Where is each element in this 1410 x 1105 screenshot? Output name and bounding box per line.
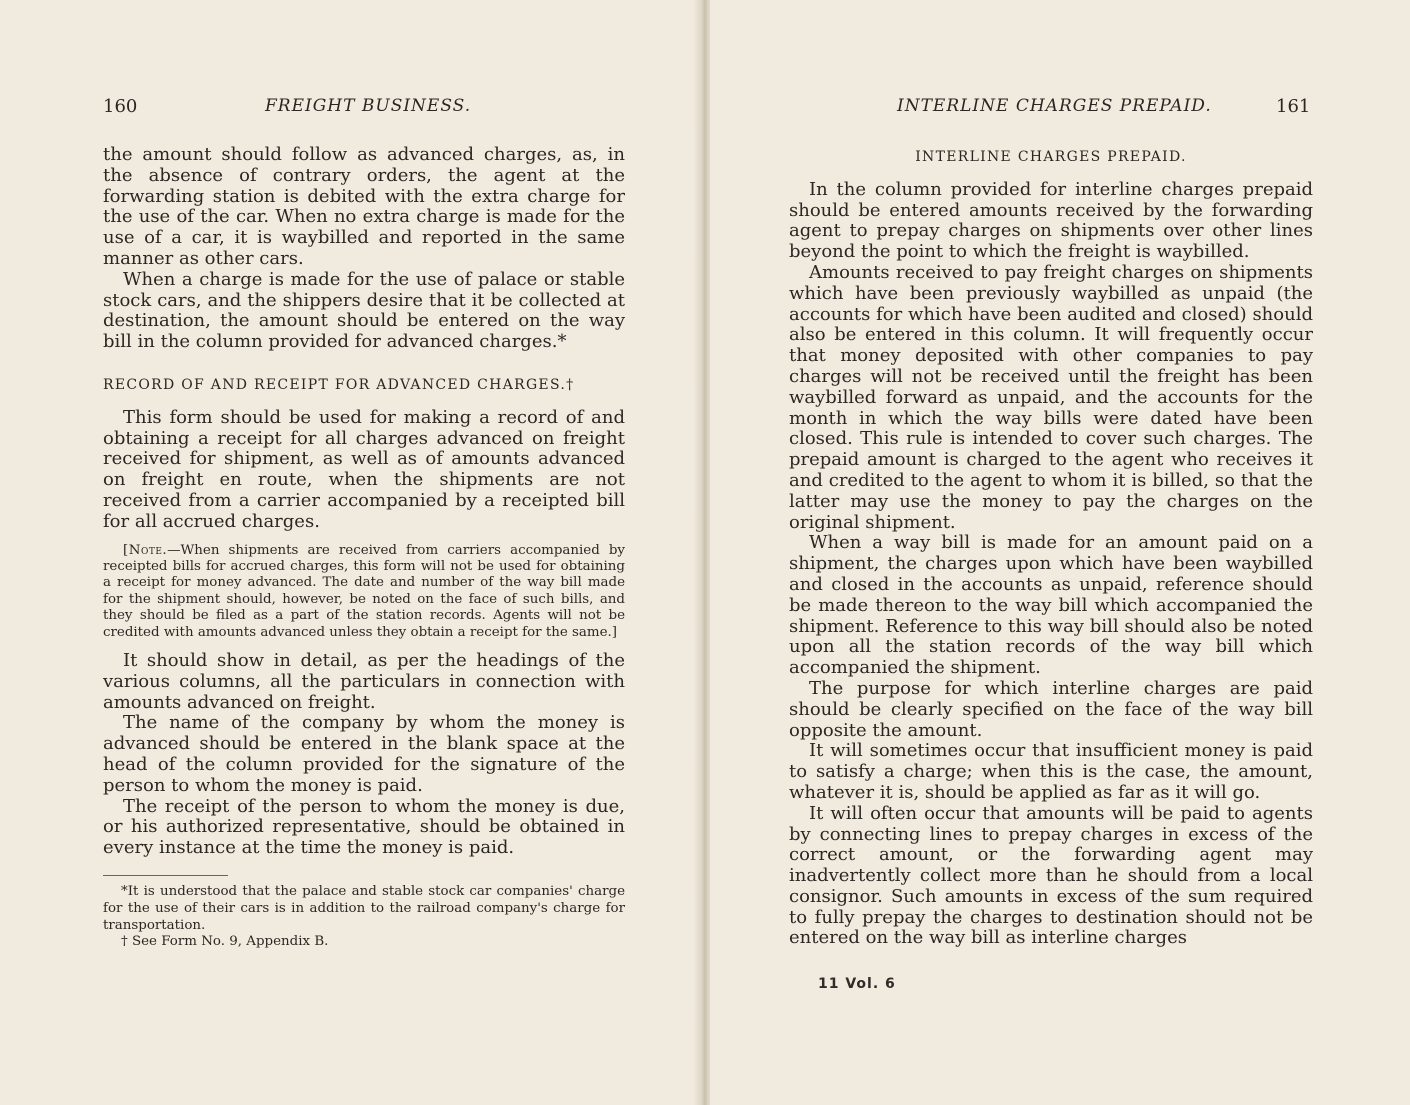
left-after-note-1: It should show in detail, as per the headings of the various columns, all the particulars in connection with amounts advanced on freight. [103, 649, 625, 713]
footnote-1: *It is understood that the palace and stable stock car companies' charge for the use of their cars is in addition to the railroad company's charge for transportation. [103, 883, 625, 933]
left-page-number: 160 [103, 96, 138, 117]
section-heading-advanced-charges: RECORD OF AND RECEIPT FOR ADVANCED CHARGES.† [103, 376, 575, 393]
right-paragraph-6: It will often occur that amounts will be paid to agents by connecting lines to prepay charges in excess of the correct amount, or the forwarding agent may inadvertently collect more than he should from a local consignor. Such amounts in excess of the sum required to fully prepay the charges to destination should not be entered on the way bill as interline charges [789, 802, 1313, 949]
note-label: [Note. [123, 542, 168, 558]
right-page [710, 0, 1410, 1105]
right-paragraph-5: It will sometimes occur that insufficient money is paid to satisfy a charge; when this is the case, the amount, whatever it is, should be applied as far as it will go. [789, 740, 1313, 803]
footnotes [103, 884, 625, 951]
left-after-note-2: The name of the company by whom the money is advanced should be entered in the blank space at the head of the column provided for the signature of the person to whom the money is paid. [103, 712, 625, 796]
footnote-2: † See Form No. 9, Appendix B. [121, 934, 329, 950]
right-page-number: 161 [1276, 96, 1311, 117]
left-running-head-title: FREIGHT BUSINESS. [265, 96, 472, 116]
right-running-head-title: INTERLINE CHARGES PREPAID. [897, 96, 1212, 116]
left-paragraph-2: When a charge is made for the use of palace or stable stock cars, and the shippers desire that it be collected at destination, the amount should be entered on the way bill in the column provided for advanced charges.* [103, 268, 625, 353]
note-text: —When shipments are received from carriers accompanied by receipted bills for accrued charges, this form will not be used for obtaining a receipt for money advanced. The date and number of the way bill made for the shipment should, however, be noted on the face of such bills, and they should be filed as a part of the station records. Agents will not be credited with amounts advanced unless they obtain a receipt for the same.] [103, 542, 625, 640]
note-block [103, 543, 625, 641]
signature-mark: 11 Vol. 6 [818, 976, 896, 992]
right-running-head [897, 96, 1212, 122]
left-paragraph-1: the amount should follow as advanced charges, as, in the absence of contrary orders, the agent at the forwarding station is debited with the extra charge for the use of the car. When no extra charge is made for the use of a car, it is waybilled and reported in the same manner as other cars. [103, 144, 625, 269]
left-section-paragraph: This form should be used for making a record of and obtaining a receipt for all charges advanced on freight received for shipment, as well as of amounts advanced on freight en route, when the shipments are not received from a carrier accompanied by a receipted bill for all accrued charges. [103, 406, 625, 532]
right-paragraph-4: The purpose for which interline charges are paid should be clearly specified on the face of the way bill opposite the amount. [789, 677, 1313, 741]
left-body-text [103, 145, 625, 951]
section-heading-interline: INTERLINE CHARGES PREPAID. [915, 149, 1187, 165]
right-body-text [789, 147, 1313, 949]
right-paragraph-3: When a way bill is made for an amount paid on a shipment, the charges upon which have been waybilled and closed in the accounts as unpaid, reference should be made thereon to the way bill which accompanied the shipment. Reference to this way bill should also be noted upon all the station records of the way bill which accompanied the shipment. [789, 532, 1313, 679]
right-paragraph-2: Amounts received to pay freight charges on shipments which have been previously waybilled as unpaid (the accounts for which have been audited and closed) should also be entered in this column. It will frequently occur that money deposited with other companies to pay charges will not be received until the freight has been waybilled forward as unpaid, and the accounts for the month in which the way bills were dated have been closed. This rule is intended to cover such charges. The prepaid amount is charged to the agent who receives it and credited to the agent to whom it is billed, so that the latter may use the money to pay the charges on the original shipment. [789, 261, 1313, 533]
left-after-note-3: The receipt of the person to whom the money is due, or his authorized representative, should be obtained in every instance at the time the money is paid. [103, 795, 625, 859]
left-page [0, 0, 702, 1105]
right-paragraph-1: In the column provided for interline charges prepaid should be entered amounts received by the forwarding agent to prepay charges on shipments over other lines beyond the point to which the freight is waybilled. [789, 178, 1313, 263]
left-running-head [265, 96, 471, 122]
